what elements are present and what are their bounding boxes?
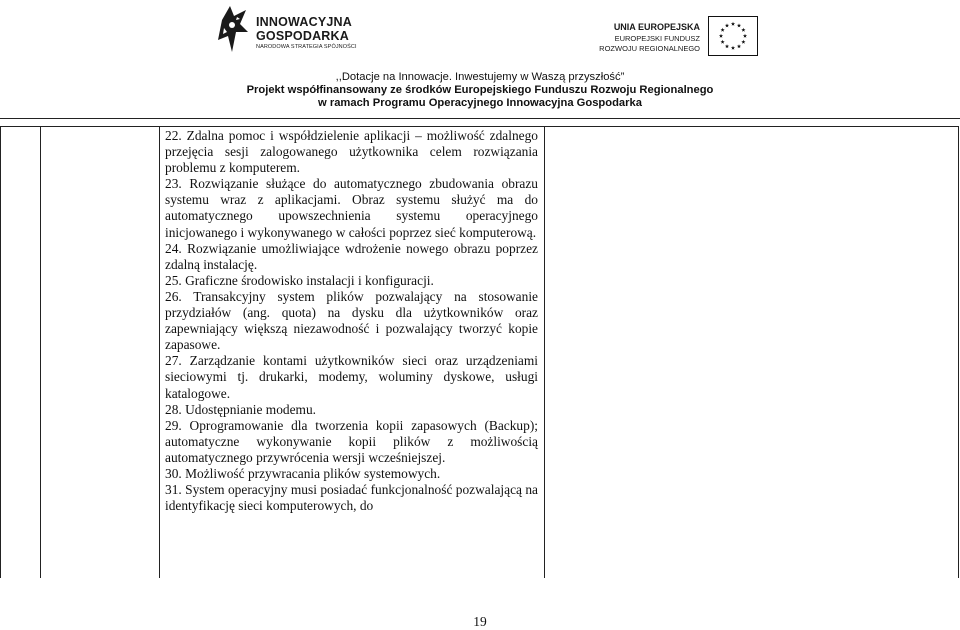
table-top-border: [0, 126, 958, 127]
header-divider: [0, 118, 960, 119]
project-programme: w ramach Programu Operacyjnego Innowacyjna Gospodarka: [318, 97, 642, 109]
requirement-item: 22. Zdalna pomoc i współdzielenie aplikacji – możliwość zdalnego przejęcia sesji zalogowanego użytkownika celem rozwiązania problemu z komputerem.: [165, 128, 538, 176]
requirement-item: 26. Transakcyjny system plików pozwalający na stosowanie przydziałów (ang. quota) na dysku dla użytkowników oraz zapewniający większą niezawodność i pozwalający tworzyć kopie zapasowe.: [165, 288, 538, 353]
logo-left-line1: INNOWACYJNA: [256, 15, 352, 29]
innowacyjna-gospodarka-mark-icon: [218, 6, 248, 52]
requirement-item: 24. Rozwiązanie umożliwiające wdrożenie nowego obrazu poprzez zdalną instalację.: [165, 240, 538, 272]
requirement-item: 23. Rozwiązanie służące do automatycznego zbudowania obrazu systemu wraz z aplikacjami. Obraz systemu służyć ma do automatycznego upowszechnienia systemu operacyjnego inicjowanego i wykonywanego w całości poprzez sieć komputerową.: [165, 176, 538, 240]
requirement-item: 30. Możliwość przywracania plików systemowych.: [165, 465, 441, 481]
table-col-border-4: [544, 126, 545, 578]
table-col-border-1: [0, 126, 1, 578]
requirement-item: 31. System operacyjny musi posiadać funkcjonalność pozwalającą na identyfikację sieci komputerowych, do: [165, 482, 538, 514]
logo-left-line2: GOSPODARKA: [256, 29, 349, 43]
requirement-item: 29. Oprogramowanie dla tworzenia kopii zapasowych (Backup); automatyczne wykonywanie kopii plików z możliwością automatycznego przywrócenia wersji wcześniejszej.: [165, 417, 538, 465]
project-cofinancing: Projekt współfinansowany ze środków Europejskiego Funduszu Rozwoju Regionalnego: [246, 84, 714, 96]
logo-right-line1: UNIA EUROPEJSKA: [613, 22, 700, 32]
logo-right-line2: EUROPEJSKI FUNDUSZ: [614, 34, 700, 43]
requirement-item: 25. Graficzne środowisko instalacji i konfiguracji.: [165, 272, 434, 288]
table-col-border-5: [958, 126, 959, 578]
requirement-item: 28. Udostępnianie modemu.: [165, 401, 316, 417]
table-col-border-2: [40, 126, 41, 578]
eu-logo: [580, 12, 760, 58]
requirement-item: 27. Zarządzanie kontami użytkowników sieci oraz urządzeniami sieciowymi tj. drukarki, modemy, woluminy dyskowe, usługi katalogowe.: [165, 353, 538, 401]
table-col-border-3: [159, 126, 160, 578]
page-number: 19: [473, 614, 487, 629]
eu-flag-icon: [708, 16, 758, 56]
innowacyjna-gospodarka-logo: [218, 6, 368, 52]
project-slogan: ,,Dotacje na Innowacje. Inwestujemy w Waszą przyszłość”: [335, 71, 625, 83]
logo-left-line3: NARODOWA STRATEGIA SPÓJNOŚCI: [256, 44, 357, 50]
logo-right-line3: ROZWOJU REGIONALNEGO: [599, 44, 700, 53]
requirements-list: [165, 128, 538, 514]
